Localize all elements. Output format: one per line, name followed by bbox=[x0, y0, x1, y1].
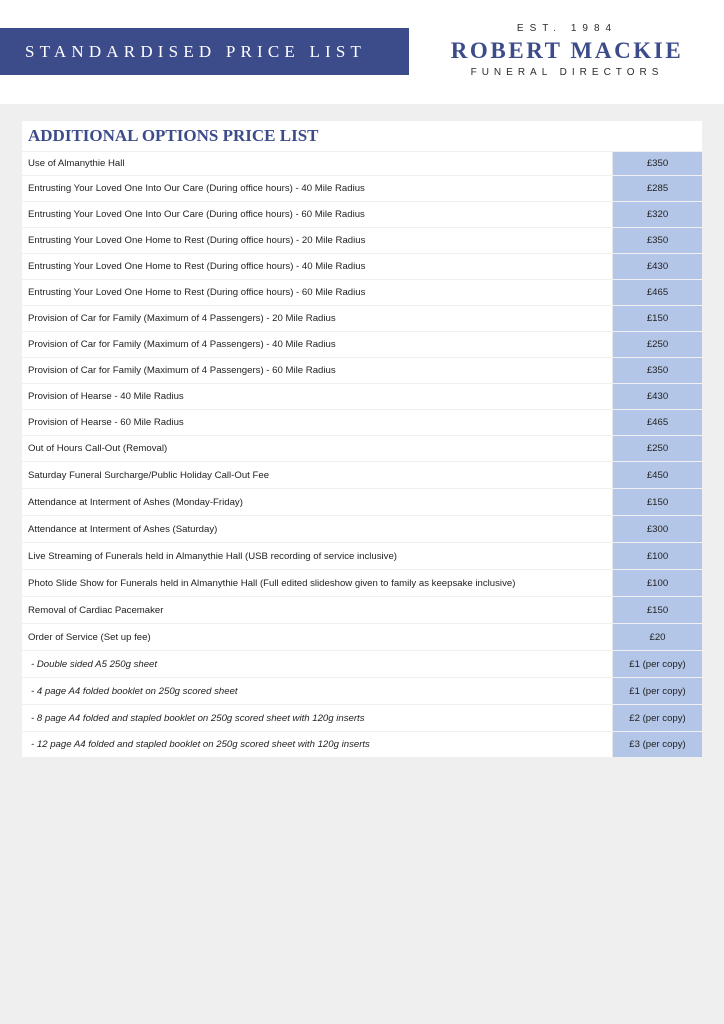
row-price: £100 bbox=[612, 543, 702, 569]
row-description: Entrusting Your Loved One Home to Rest (During office hours) - 20 Mile Radius bbox=[28, 235, 366, 246]
row-description: - 12 page A4 folded and stapled booklet on 250g scored sheet with 120g inserts bbox=[31, 739, 370, 750]
row-price: £150 bbox=[612, 306, 702, 331]
row-price: £285 bbox=[612, 176, 702, 201]
table-row bbox=[22, 677, 702, 704]
brand-logo bbox=[436, 22, 698, 80]
row-description: Removal of Cardiac Pacemaker bbox=[28, 604, 164, 616]
row-description: Live Streaming of Funerals held in Almanythie Hall (USB recording of service inclusive) bbox=[28, 550, 397, 562]
table-row bbox=[22, 227, 702, 253]
row-price: £250 bbox=[612, 332, 702, 357]
row-description: Provision of Hearse - 60 Mile Radius bbox=[28, 417, 184, 428]
table-row bbox=[22, 305, 702, 331]
table-row bbox=[22, 731, 702, 757]
row-description: Entrusting Your Loved One Into Our Care (During office hours) - 40 Mile Radius bbox=[28, 183, 365, 194]
table-row bbox=[22, 357, 702, 383]
table-row bbox=[22, 623, 702, 650]
table-row bbox=[22, 279, 702, 305]
table-row bbox=[22, 596, 702, 623]
row-price: £1 (per copy) bbox=[612, 678, 702, 704]
row-price: £430 bbox=[612, 254, 702, 279]
row-price: £430 bbox=[612, 384, 702, 409]
table-row bbox=[22, 201, 702, 227]
brand-established: EST. 1984 bbox=[516, 23, 618, 34]
table-row bbox=[22, 704, 702, 731]
brand-subtitle: FUNERAL DIRECTORS bbox=[470, 67, 664, 78]
page-header bbox=[0, 0, 724, 104]
row-description: Provision of Hearse - 40 Mile Radius bbox=[28, 391, 184, 402]
row-price: £150 bbox=[612, 597, 702, 623]
row-description: Out of Hours Call-Out (Removal) bbox=[28, 443, 168, 454]
row-description: Attendance at Interment of Ashes (Monday-Friday) bbox=[28, 496, 243, 508]
table-row bbox=[22, 488, 702, 515]
table-row bbox=[22, 515, 702, 542]
row-description: - Double sided A5 250g sheet bbox=[31, 658, 158, 670]
price-table bbox=[22, 151, 702, 757]
price-list-banner: STANDARDISED PRICE LIST bbox=[0, 28, 409, 75]
table-row bbox=[22, 650, 702, 677]
row-price: £3 (per copy) bbox=[612, 732, 702, 757]
table-row bbox=[22, 569, 702, 596]
table-row bbox=[22, 409, 702, 435]
row-description: - 4 page A4 folded booklet on 250g scored sheet bbox=[31, 685, 238, 697]
row-price: £300 bbox=[612, 516, 702, 542]
row-description: Saturday Funeral Surcharge/Public Holiday Call-Out Fee bbox=[28, 469, 270, 481]
row-description: - 8 page A4 folded and stapled booklet on 250g scored sheet with 120g inserts bbox=[31, 712, 365, 724]
row-price: £450 bbox=[612, 462, 702, 488]
sheet-title: ADDITIONAL OPTIONS PRICE LIST bbox=[28, 126, 319, 145]
row-description: Provision of Car for Family (Maximum of 4 Passengers) - 20 Mile Radius bbox=[28, 313, 336, 324]
row-price: £1 (per copy) bbox=[612, 651, 702, 677]
row-description: Attendance at Interment of Ashes (Saturday) bbox=[28, 523, 218, 535]
row-price: £350 bbox=[612, 152, 702, 175]
row-description: Use of Almanythie Hall bbox=[28, 158, 125, 169]
price-list-sheet bbox=[22, 121, 702, 757]
table-row bbox=[22, 331, 702, 357]
row-description: Order of Service (Set up fee) bbox=[28, 631, 151, 643]
row-price: £150 bbox=[612, 489, 702, 515]
table-row bbox=[22, 435, 702, 461]
table-row bbox=[22, 253, 702, 279]
row-description: Photo Slide Show for Funerals held in Almanythie Hall (Full edited slideshow given to family as keepsake inclusive) bbox=[28, 577, 516, 589]
table-row bbox=[22, 151, 702, 175]
row-price: £465 bbox=[612, 410, 702, 435]
row-price: £320 bbox=[612, 202, 702, 227]
row-description: Provision of Car for Family (Maximum of 4 Passengers) - 60 Mile Radius bbox=[28, 365, 336, 376]
table-row bbox=[22, 383, 702, 409]
row-price: £2 (per copy) bbox=[612, 705, 702, 731]
row-description: Entrusting Your Loved One Home to Rest (During office hours) - 40 Mile Radius bbox=[28, 261, 366, 272]
row-description: Provision of Car for Family (Maximum of 4 Passengers) - 40 Mile Radius bbox=[28, 339, 336, 350]
brand-name: ROBERT MACKIE bbox=[450, 38, 684, 63]
row-description: Entrusting Your Loved One Home to Rest (During office hours) - 60 Mile Radius bbox=[28, 287, 366, 298]
row-price: £465 bbox=[612, 280, 702, 305]
table-row bbox=[22, 542, 702, 569]
row-description: Entrusting Your Loved One Into Our Care (During office hours) - 60 Mile Radius bbox=[28, 209, 365, 220]
row-price: £250 bbox=[612, 436, 702, 461]
row-price: £350 bbox=[612, 358, 702, 383]
table-row bbox=[22, 175, 702, 201]
row-price: £20 bbox=[612, 624, 702, 650]
row-price: £350 bbox=[612, 228, 702, 253]
row-price: £100 bbox=[612, 570, 702, 596]
table-row bbox=[22, 461, 702, 488]
